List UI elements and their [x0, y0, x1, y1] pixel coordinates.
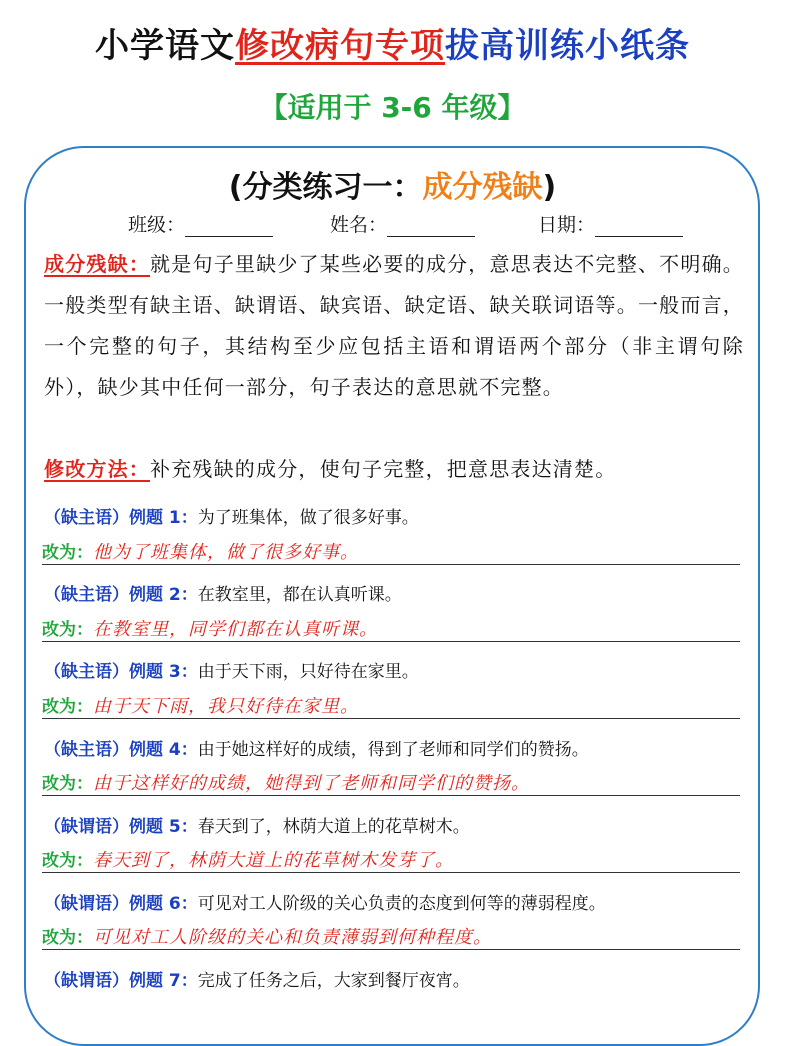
title-part-2-highlight: 修改病句专项 [235, 26, 445, 66]
answer-handwriting: 可见对工人阶级的关心和负责薄弱到何种程度。 [93, 927, 492, 948]
answer-label: 改为： [42, 928, 93, 948]
definition-text: 就是句子里缺少了某些必要的成分，意思表达不完整、不明确。一般类型有缺主语、缺谓语、缺宾语、缺定语、缺关联词语等。一般而言，一个完整的句子，其结构至少应包括主语和谓语两个部分（非主谓句除外），缺少其中任何一部分，句子表达的意思就不完整。 [44, 252, 744, 399]
example-tag: （缺谓语）例题 6： [44, 894, 198, 914]
definition-paragraph [44, 244, 744, 408]
example-question-text: 春天到了，林荫大道上的花草树木。 [197, 817, 470, 837]
example-tag: （缺主语）例题 4： [44, 740, 198, 760]
example-question [44, 812, 470, 837]
example-question [44, 889, 606, 914]
name-blank[interactable] [387, 218, 475, 237]
answer-handwriting: 由于天下雨，我只好待在家里。 [93, 696, 359, 717]
example-answer-line [42, 923, 740, 950]
example-question-text: 可见对工人阶级的关心负责的态度到何等的薄弱程度。 [197, 894, 606, 914]
method-text: 补充残缺的成分，使句子完整，把意思表达清楚。 [150, 457, 617, 481]
title-part-3: 拔高训练小纸条 [445, 26, 690, 66]
name-label: 姓名： [330, 214, 388, 236]
example-tag: （缺主语）例题 3： [44, 662, 198, 682]
date-blank[interactable] [595, 218, 683, 237]
answer-handwriting: 他为了班集体，做了很多好事。 [93, 542, 359, 563]
date-field [538, 210, 683, 237]
example-answer-line [42, 692, 740, 719]
class-field [128, 210, 273, 237]
example-answer-line [42, 615, 740, 642]
name-field [330, 210, 475, 237]
example-question [44, 580, 402, 605]
example-answer-line [42, 846, 740, 873]
answer-label: 改为： [42, 620, 93, 640]
answer-label: 改为： [42, 774, 93, 794]
example-question-text: 在教室里，都在认真听课。 [197, 585, 402, 605]
example-question-text: 为了班集体，做了很多好事。 [197, 508, 419, 528]
page-title [0, 18, 785, 67]
example-answer-line [42, 769, 740, 796]
answer-handwriting: 由于这样好的成绩，她得到了老师和同学们的赞扬。 [93, 773, 530, 794]
definition-label: 成分残缺： [44, 252, 151, 276]
example-answer-line [42, 538, 740, 565]
example-tag: （缺主语）例题 1： [44, 508, 198, 528]
section-title-prefix: (分类练习一： [228, 170, 423, 205]
example-question [44, 966, 470, 991]
example-tag: （缺谓语）例题 5： [44, 817, 198, 837]
method-label: 修改方法： [44, 457, 150, 481]
example-tag: （缺主语）例题 2： [44, 585, 198, 605]
example-question-text: 完成了任务之后，大家到餐厅夜宵。 [197, 971, 470, 991]
example-question [44, 735, 589, 760]
grade-subtitle: 【适用于 3-6 年级】 [259, 91, 526, 124]
answer-label: 改为： [42, 697, 93, 717]
class-blank[interactable] [185, 218, 273, 237]
answer-label: 改为： [42, 851, 93, 871]
example-tag: （缺谓语）例题 7： [44, 971, 198, 991]
date-label: 日期： [538, 214, 596, 236]
section-title-suffix: ) [542, 170, 557, 205]
answer-label: 改为： [42, 543, 93, 563]
answer-handwriting: 在教室里，同学们都在认真听课。 [93, 619, 378, 640]
example-question [44, 503, 419, 528]
method-paragraph [44, 449, 744, 490]
title-part-1: 小学语文 [95, 26, 235, 66]
class-label: 班级： [128, 214, 186, 236]
answer-handwriting: 春天到了，林荫大道上的花草树木发芽了。 [93, 850, 454, 871]
section-title-accent: 成分残缺 [422, 170, 543, 205]
section-title [0, 162, 785, 206]
example-question-text: 由于她这样好的成绩，得到了老师和同学们的赞扬。 [197, 740, 589, 760]
example-question-text: 由于天下雨，只好待在家里。 [197, 662, 419, 682]
example-question [44, 657, 419, 682]
